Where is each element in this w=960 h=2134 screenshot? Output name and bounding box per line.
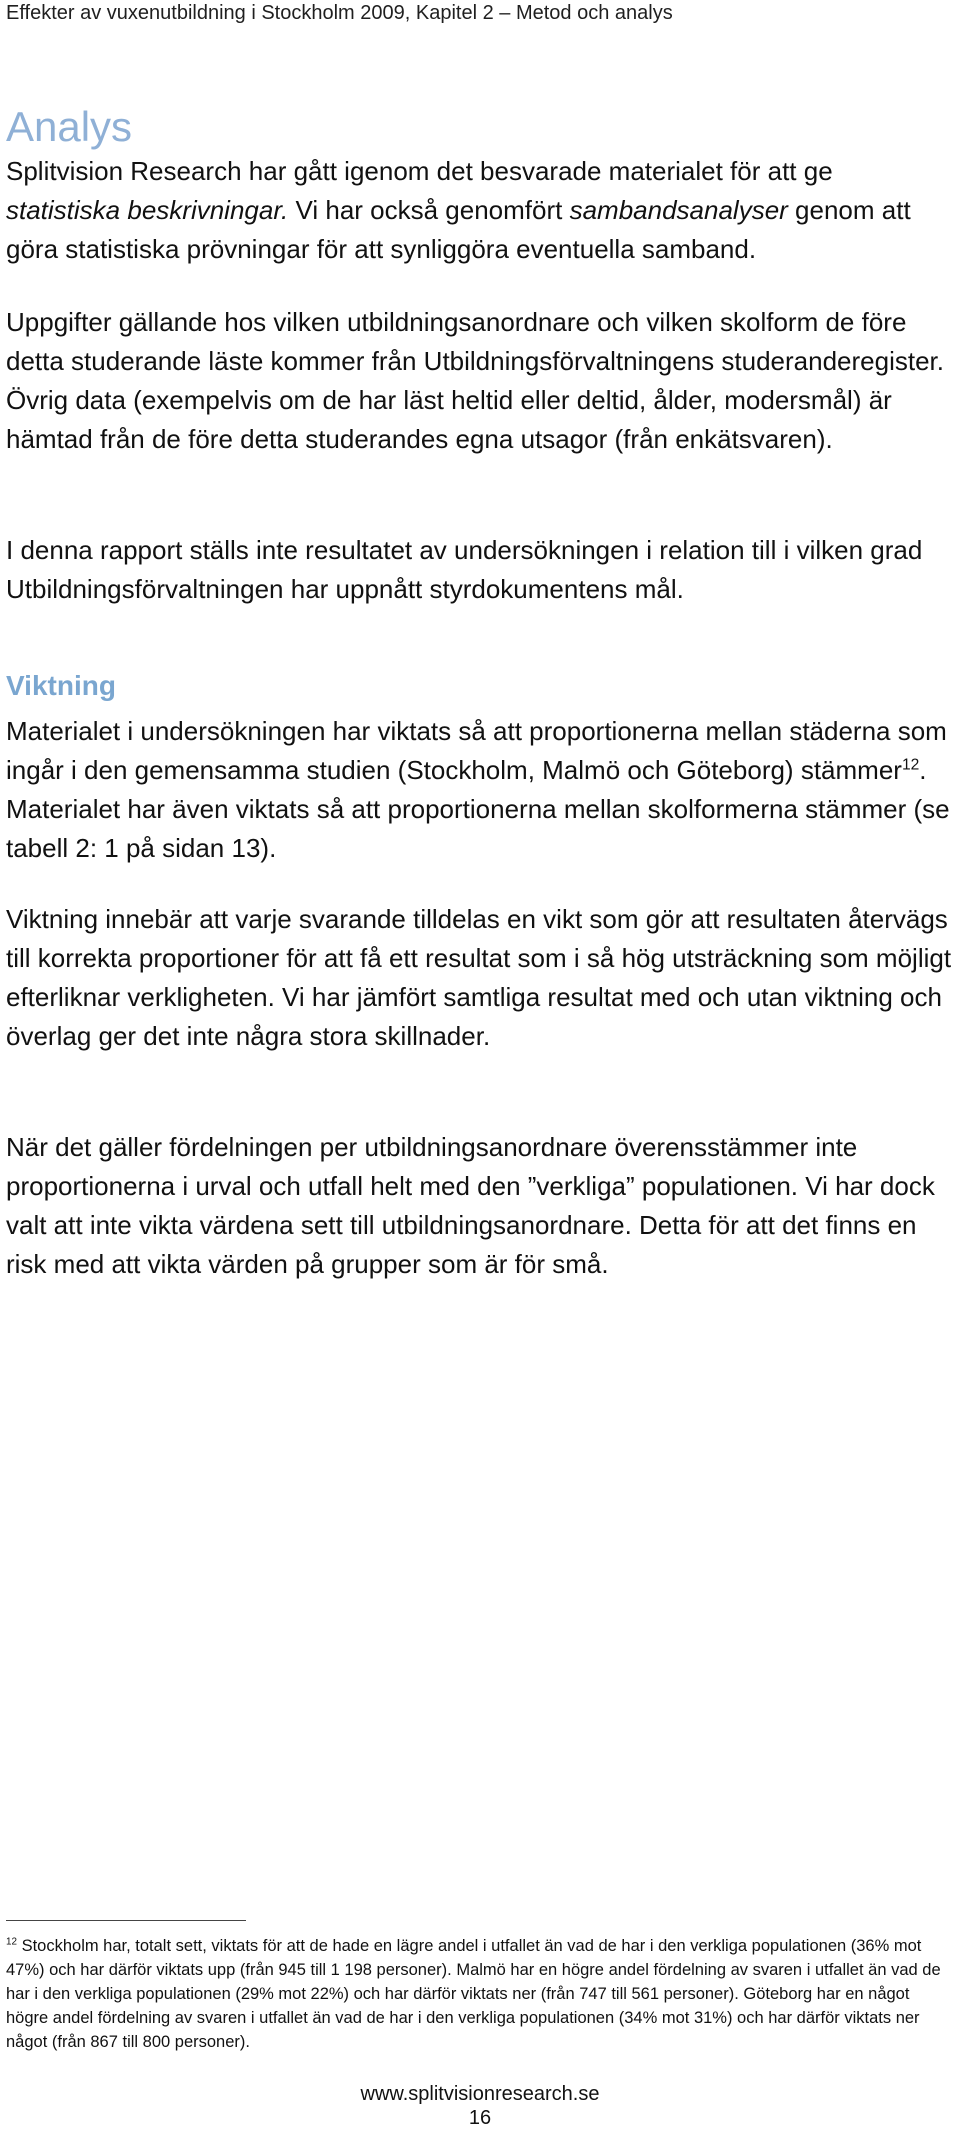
page-number: 16 bbox=[468, 2107, 492, 2129]
paragraph-text: Vi har också genomfört bbox=[288, 195, 570, 225]
section-heading-viktning: Viktning bbox=[6, 670, 116, 701]
paragraph-text: Splitvision Research har gått igenom det besvarade materialet för att ge bbox=[6, 156, 833, 186]
footnote-divider bbox=[6, 1920, 246, 1921]
paragraph-analys-3: I denna rapport ställs inte resultatet av undersökningen i relation till i vilken grad Utbildningsförvaltningen har uppnått styrdokumentens mål. bbox=[6, 535, 923, 604]
footnote-12 bbox=[6, 1934, 956, 2054]
italic-term: statistiska beskrivningar. bbox=[6, 195, 289, 225]
running-header: Effekter av vuxenutbildning i Stockholm 2009, Kapitel 2 – Metod och analys bbox=[6, 2, 673, 24]
paragraph-text: Materialet i undersökningen har viktats så att proportionerna mellan städerna som ingår i den gemensamma studien (Stockholm, Malmö och Göteborg) stämmer bbox=[6, 716, 947, 785]
paragraph-text: . Materialet har även viktats så att proportionerna mellan skolformerna stämmer (se tabell 2: 1 på sidan 13). bbox=[6, 755, 950, 863]
footnote-number: 12 bbox=[6, 1936, 17, 1948]
italic-term: sambandsanalyser bbox=[569, 195, 788, 225]
section-heading-analys: Analys bbox=[6, 103, 133, 150]
paragraph-viktning-2: Viktning innebär att varje svarande tilldelas en vikt som gör att resultaten återvägs till korrekta proportioner för att få ett resultat som i så hög utsträckning som möjligt efterliknar verkligheten. Vi har jämfört samtliga resultat med och utan viktning och överlag ger det inte några stora skillnader. bbox=[6, 904, 952, 1051]
paragraph-analys-1 bbox=[6, 152, 954, 269]
footer-url[interactable]: www.splitvisionresearch.se bbox=[360, 2083, 600, 2105]
paragraph-analys-2: Uppgifter gällande hos vilken utbildningsanordnare och vilken skolform de före detta studerande läste kommer från Utbildningsförvaltningens studeranderegister. Övrig data (exempelvis om de har läst heltid eller deltid, ålder, modersmål) är hämtad från de före detta studerandes egna utsagor (från enkätsvaren). bbox=[6, 307, 944, 454]
footnote-text: Stockholm har, totalt sett, viktats för att de hade en lägre andel i utfallet än vad de har i den verkliga populationen (36% mot 47%) och har därför viktats upp (från 945 till 1 198 personer). Malmö har en högre andel fördelning av svaren i utfallet än vad de har i den verkliga populationen (29% mot 22%) och har därför viktats ner (från 747 till 561 personer). Göteborg har en något högre andel fördelning av svaren i utfallet än vad de har i den verkliga populationen (34% mot 31%) och har därför viktats ner något (från 867 till 800 personer). bbox=[6, 1937, 941, 2051]
footnote-reference[interactable]: 12 bbox=[901, 756, 920, 774]
paragraph-viktning-1 bbox=[6, 712, 954, 868]
paragraph-text: genom att göra statistiska prövningar för att synliggöra eventuella samband. bbox=[6, 195, 911, 264]
paragraph-viktning-3: När det gäller fördelningen per utbildningsanordnare överensstämmer inte proportionerna i urval och utfall helt med den ”verkliga” populationen. Vi har dock valt att inte vikta värdena sett till utbildningsanordnare. Detta för att det finns en risk med att vikta värden på grupper som är för små. bbox=[6, 1132, 935, 1279]
